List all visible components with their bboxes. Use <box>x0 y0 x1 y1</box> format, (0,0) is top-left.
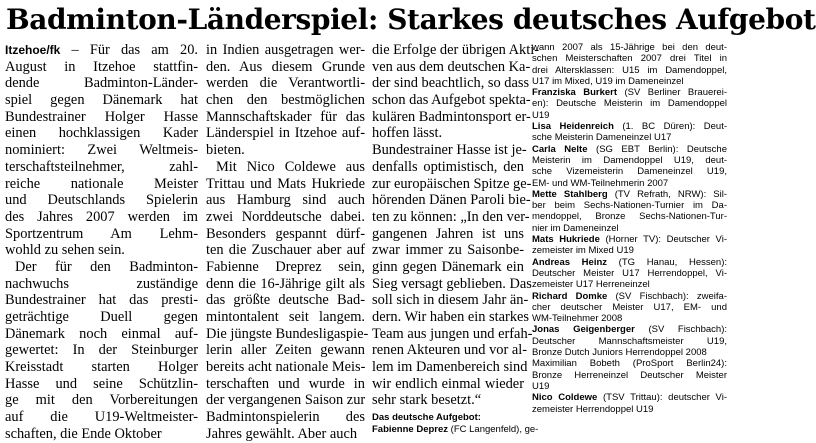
roster-line <box>532 200 727 211</box>
dateline: Itzehoe/fk <box>5 43 61 57</box>
roster-line <box>532 211 727 222</box>
col3-line: hörenden Dänen Paroli bie- <box>372 192 531 209</box>
col1-line: Hasse und seine Schützlin- <box>5 375 198 392</box>
player-detail: U19 <box>532 109 550 121</box>
col2-line: Jahres gewählt. Aber auch <box>206 425 358 442</box>
col2-line: mintontalent seit langem. <box>206 309 365 325</box>
col1-line: Bundestrainer hat das presti- <box>5 292 198 309</box>
player-detail: drei Altersklassen: U15 im Damendoppel, <box>532 64 727 76</box>
roster-line <box>532 98 727 109</box>
player-detail: cher deutscher Meister U17, EM- und <box>532 301 727 313</box>
col2-line: ten die Zuschauer aber auf <box>206 242 365 259</box>
col2-line: bereits acht nationale Meis- <box>206 359 366 376</box>
roster-line <box>532 370 727 381</box>
player-detail: (SV Fischbach): <box>634 324 727 336</box>
player-name: Jonas Geigenberger <box>532 324 635 336</box>
col3-line: die Erfolge der übrigen Akti- <box>372 42 540 58</box>
roster-line <box>532 358 727 369</box>
player-detail: zemeister im Mixed U19 <box>532 245 634 257</box>
col1-line: Kreisstadt starten Holger <box>5 359 198 376</box>
col2-line: Länderspiel in Itzehoe auf- <box>206 125 365 142</box>
col3-line: Sieg versagt geblieben. Das <box>372 275 532 292</box>
col2-line: der vergangenen Saison zur <box>206 392 366 409</box>
player-name: Franziska Burkert <box>532 87 618 99</box>
col1-line: nachwuchs zuständige <box>5 275 198 292</box>
player-detail: wann 2007 als 15-Jährige bei den deut- <box>532 42 727 53</box>
roster-line <box>532 324 727 335</box>
player-detail: EM- und WM-Teilnehmerin 2007 <box>532 177 669 189</box>
col3-line: Bundestrainer Hasse ist je- <box>372 142 527 159</box>
col3-line: schon das Aufgebot spekta- <box>372 92 531 109</box>
col1-line: dende Badminton-Länder- <box>5 75 198 92</box>
col2-line: Mit Nico Coldewe aus <box>216 158 365 175</box>
player-name: Fabienne Deprez <box>372 424 449 436</box>
roster-line <box>532 178 727 189</box>
col2-line: denn die 16-Jährige gilt als <box>206 275 365 292</box>
col1-line: auf die U19-Weltmeister- <box>5 409 198 426</box>
col2-line: Besonders gespannt dürf- <box>206 225 365 242</box>
roster-line <box>532 257 727 268</box>
player-detail: Maximilian Bobeth (ProSport Berlin24): <box>532 358 727 370</box>
player-detail: U19 <box>532 380 550 392</box>
roster-line <box>532 155 727 166</box>
player-detail: sche Meisterin Dameneinzel U17 <box>532 132 672 144</box>
roster-line <box>532 189 727 200</box>
roster-line <box>532 166 727 177</box>
player-detail: Bronze Herreneinzel Deutscher Meister <box>532 369 727 381</box>
player-detail: Meisterin im Damendoppel U19, deut- <box>532 154 727 166</box>
col3-line: denfalls optimistisch, den <box>372 158 524 175</box>
roster-line <box>532 404 727 415</box>
player-detail: zemeister U17 Herreneinzel <box>532 279 650 291</box>
roster-line <box>532 268 727 279</box>
roster-line <box>532 245 727 256</box>
article-column-2 <box>206 42 369 443</box>
player-detail: U17 im Mixed, U19 im Dameneinzel <box>532 75 684 87</box>
roster-line <box>532 121 727 132</box>
col1-line: nominiert: Zwei Weltmeis- <box>5 142 198 159</box>
col3-line: dern. Wir haben ein starkes <box>372 309 529 325</box>
col2-line: Die jüngste Bundesligaspie- <box>206 325 369 342</box>
team-member-entry <box>372 424 539 436</box>
col1-line: Sportzentrum Am Lehm- <box>5 225 198 242</box>
col3-line: soll sich in diesem Jahr än- <box>372 292 529 309</box>
player-detail: (TSV Trittau): deutscher Vi- <box>597 392 727 404</box>
col2-line: werden die Verantwortli- <box>206 75 365 92</box>
col1-line: wohld zu sehen sein. <box>5 242 125 259</box>
roster-line <box>532 336 727 347</box>
col3-line: lem im Damenbereich sind <box>372 359 528 376</box>
article-column-3 <box>372 42 540 436</box>
roster-line <box>532 132 727 143</box>
col3-line: wir endlich einmal wieder <box>372 375 524 392</box>
col1-line: reiche nationale Meister <box>5 175 198 192</box>
col2-line: Trittau und Mats Hukriede <box>206 175 365 192</box>
col1-line: schaften, die Ende Oktober <box>5 425 162 442</box>
roster-line <box>532 110 727 121</box>
col1-line: spiel gegen Dänemark hat <box>5 92 198 109</box>
roster-line <box>532 76 727 87</box>
col1-line: Der für den Badminton- <box>15 258 198 275</box>
col2-line: zwei Norddeutsche dabei. <box>206 208 365 225</box>
col2-line: lerin aller Zeiten gewann <box>206 342 365 359</box>
roster-line <box>532 313 727 324</box>
col1-line: geträchtige Duell gegen <box>5 309 198 325</box>
col2-line: bieten. <box>206 142 245 159</box>
col2-line: den. Aus diesem Grunde <box>206 58 365 75</box>
player-detail: schen Meisterschaften 2007 drei Titel in <box>532 53 727 65</box>
col1-line: und Deutschlands Spielerin <box>5 192 198 209</box>
roster-line <box>532 87 727 98</box>
col3-line: ten zu können: „In den ver- <box>372 208 530 225</box>
roster-line <box>532 53 727 64</box>
player-detail: zemeister Herrendoppel U19 <box>532 403 654 415</box>
col2-line: terschaften und wurde in <box>206 375 365 392</box>
col1-line <box>5 42 198 59</box>
player-detail: nier im Dameneinzel <box>532 222 619 234</box>
col1-line: einen hochklassigen Kader <box>5 125 198 142</box>
roster-line <box>532 347 727 358</box>
col3-line: zwar immer zu Saisonbe- <box>372 242 524 259</box>
col3-line: zur europäischen Spitze ge- <box>372 175 532 192</box>
player-detail: (SV Berliner Brauerei- <box>617 87 727 99</box>
player-detail: (TG Hanau, Hessen): <box>607 256 727 268</box>
roster-line <box>532 65 727 76</box>
col1-line: Bundestrainer Holger Hasse <box>5 108 198 125</box>
player-detail: ber beim Sechs-Nationen-Turnier im Da- <box>532 200 727 212</box>
player-name: Lisa Heidenreich <box>532 121 614 133</box>
player-detail: (SG EBT Berlin): Deutsche <box>587 143 727 155</box>
player-detail: (TV Refrath, NRW): Sil- <box>607 188 727 200</box>
col1-line: August in Itzehoe stattfin- <box>5 58 198 75</box>
col2-line: aus Hamburg sind auch <box>206 192 365 209</box>
col3-line: kulären Badmintonsport er- <box>372 108 531 125</box>
article-headline: Badminton-Länderspiel: Starkes deutsches Aufgebot <box>6 3 816 36</box>
line-text: – Für das am 20. <box>60 42 198 58</box>
col3-line: sehr stark besetzt.“ <box>372 392 482 409</box>
col2-line: Mannschaftskader für das <box>206 108 365 125</box>
col3-line: hoffen lässt. <box>372 125 443 142</box>
player-detail: mendoppel, Bronze Sechs-Nationen-Tur- <box>532 211 727 223</box>
roster-line <box>532 291 727 302</box>
team-heading: Das deutsche Aufgebot: <box>372 412 481 424</box>
roster-line <box>532 42 727 53</box>
col1-line: des Jahres 2007 werden im <box>5 208 198 225</box>
col2-line: das größte deutsche Bad- <box>206 292 365 309</box>
col2-line: Badmintonspielerin des <box>206 409 365 426</box>
player-detail: en): Deutsche Meisterin im Damendoppel <box>532 98 727 110</box>
player-detail: Bronze Dutch Juniors Herrendoppel 2008 <box>532 347 707 359</box>
col2-line: in Indien ausgetragen wer- <box>206 42 365 58</box>
col1-line: gewertet: In der Steinburger <box>5 342 198 359</box>
col2-line: chen den bestmöglichen <box>206 92 365 109</box>
roster-line <box>532 144 727 155</box>
roster-line <box>532 279 727 290</box>
team-roster-column <box>532 42 727 415</box>
player-name: Carla Nelte <box>532 143 588 155</box>
player-name: Nico Coldewe <box>532 392 598 404</box>
col3-line: gangenen Jahren ist uns <box>372 225 524 242</box>
col3-line: ven aus dem deutschen Ka- <box>372 58 531 75</box>
col3-line: ginn gegen Dänemark ein <box>372 258 524 275</box>
player-detail: (SV Fischbach): zweifa- <box>607 290 727 302</box>
player-detail: (FC Langenfeld), ge- <box>448 424 539 436</box>
player-detail: WM-Teilnehmer 2008 <box>532 313 623 325</box>
roster-line <box>532 302 727 313</box>
col3-line: renen Akteuren und vor al- <box>372 342 528 359</box>
player-name: Andreas Heinz <box>532 256 608 268</box>
player-name: Mette Stahlberg <box>532 188 608 200</box>
player-name: Richard Domke <box>532 290 608 302</box>
roster-line <box>532 392 727 403</box>
player-detail: sche Vizemeisterin Dameneinzel U19, <box>532 166 727 178</box>
player-name: Mats Hukriede <box>532 234 600 246</box>
player-detail: Deutscher Meister U17 Herrendoppel, Vi- <box>532 267 727 279</box>
roster-line <box>532 234 727 245</box>
col1-line: ge mit den Vorbereitungen <box>5 392 198 409</box>
player-detail: (1. BC Düren): Deut- <box>613 121 727 133</box>
col2-line: Fabienne Dreprez sein, <box>206 258 365 275</box>
col3-line: Team aus jungen und erfah- <box>372 325 533 342</box>
article-column-1 <box>5 42 198 443</box>
col3-line: der sind beachtlich, so dass <box>372 75 530 92</box>
player-detail: (Horner TV): Deutscher Vi- <box>599 234 727 246</box>
col1-line: terschaftsteilnehmer, zahl- <box>5 158 198 175</box>
col1-line: Dänemark noch einmal auf- <box>5 325 198 342</box>
roster-line <box>532 381 727 392</box>
player-detail: Deutscher Mannschaftsmeister U19, <box>532 335 727 347</box>
roster-line <box>532 223 727 234</box>
